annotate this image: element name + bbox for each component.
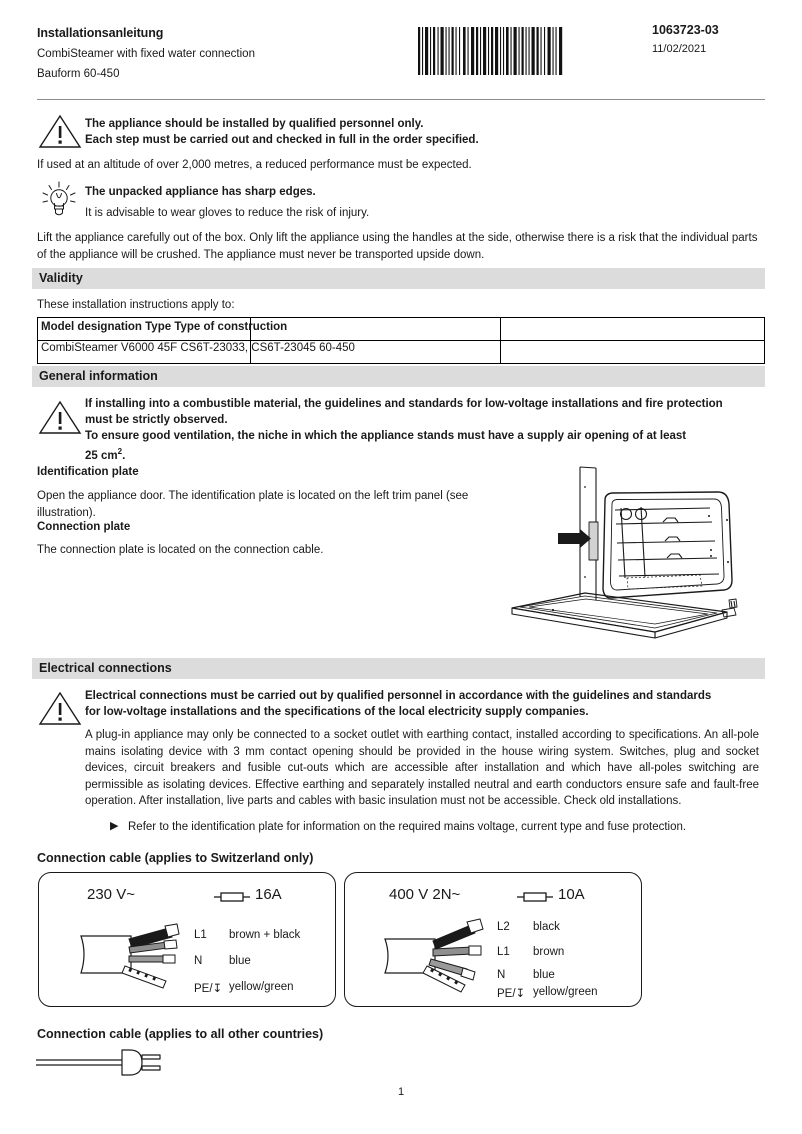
wire-colour-l2: black [533, 921, 560, 933]
wire-code-pe [497, 986, 525, 1000]
mains-plug-illustration [36, 1048, 166, 1080]
tip-text: It is advisable to wear gloves to reduce the risk of injury. [85, 207, 370, 219]
earth-symbol-icon: ↧ [212, 983, 223, 995]
intro-warning-line-2: Each step must be carried out and checked in full in the order specified. [85, 134, 479, 146]
electrical-warning-line-1: Electrical connections must be carried out by qualified personnel in accordance with the guidelines and standards [85, 690, 712, 702]
header-divider [37, 99, 765, 100]
validity-lead-in: These installation instructions apply to: [37, 299, 235, 311]
identification-plate-text: Open the appliance door. The identification plate is located on the left trim panel (see illustration). [37, 490, 469, 519]
altitude-note: If used at an altitude of over 2,000 metres, a reduced performance must be expected. [37, 159, 472, 171]
general-warning-line-2: must be strictly observed. [85, 414, 228, 426]
section-title-electrical-connections: Electrical connections [39, 661, 172, 675]
wire-colour-pe: yellow/green [229, 981, 294, 993]
document-header [0, 0, 802, 96]
warning-triangle-icon [38, 113, 82, 149]
validity-table-header-text: Model designation Type Type of construction [41, 321, 288, 333]
electrical-warning-line-2: for low-voltage installations and the specifications of the local electricity supply companies. [85, 706, 589, 718]
wire-code-pe [194, 981, 222, 995]
section-title-validity: Validity [39, 271, 83, 285]
cable-fuse-switzerland: 16A [255, 886, 282, 903]
table-header-cell-empty [501, 318, 765, 341]
wire-colour-pe: yellow/green [533, 986, 598, 998]
ventilation-area-value: 25 cm [85, 449, 118, 462]
section-header-validity [32, 268, 765, 289]
wire-code-l1: L1 [497, 946, 510, 958]
validity-table-row-text: CombiSteamer V6000 45F CS6T-23033, CS6T-23045 60-450 [41, 342, 355, 354]
wire-colour-n: blue [229, 955, 251, 967]
wire-code-pe-text: PE/ [194, 983, 213, 995]
cable-fuse-other-eu: 10A [558, 886, 585, 903]
fuse-icon [214, 891, 250, 903]
warning-triangle-icon [38, 399, 82, 435]
identification-plate-heading: Identification plate [37, 466, 139, 478]
wire-code-l1: L1 [194, 929, 207, 941]
cable-voltage-switzerland: 230 V~ [87, 886, 135, 903]
bullet-arrow-icon: ▶ [110, 820, 119, 832]
section-title-general-information: General information [39, 369, 158, 383]
connection-plate-heading: Connection plate [37, 521, 131, 533]
cable-strands-illustration [51, 923, 191, 993]
barcode-icon [418, 27, 563, 75]
document-number: 1063723-03 [652, 23, 719, 37]
page-title: Installationsanleitung [37, 26, 164, 40]
cable-box-other-eu [344, 872, 642, 1007]
general-warning-line-3: To ensure good ventilation, the niche in which the appliance stands must have a supply air opening of at least [85, 430, 687, 442]
ventilation-area-unit-exponent: 2 [117, 447, 123, 456]
wire-code-pe-text: PE/ [497, 988, 516, 1000]
cable-strands-illustration [355, 917, 495, 995]
header-subtitle-2: Bauform 60-450 [37, 68, 120, 80]
warning-triangle-icon [38, 690, 82, 726]
cable-voltage-other-eu: 400 V 2N~ [389, 886, 461, 903]
general-warning-line-1: If installing into a combustible material, the guidelines and standards for low-voltage installations and fire protection [85, 398, 723, 410]
electrical-bullet-text: Refer to the identification plate for information on the required mains voltage, current type and fuse protection. [128, 821, 687, 833]
wire-code-n: N [194, 955, 203, 967]
electrical-body-text: A plug-in appliance may only be connected to a socket outlet with earthing contact, installed according to specifications. An all-pole mains isolating device with 3 mm contact opening should be provided in the house wiring system. Switches, plug and socket devices, circuit breakers and fusible cut-outs which are accessible after installation and which have all-poles switching are permissible as isolating devices. Effective earthing and separately installed neutral and earth conductors ensure safe and fault-free operation. After installation, live parts and cables with basic insulation must not be accessible. Check old installations. [85, 729, 759, 807]
section-header-electrical-connections [32, 658, 765, 679]
cable-box-switzerland [38, 872, 336, 1007]
wire-colour-l1: brown [533, 946, 565, 958]
lifting-instructions: Lift the appliance carefully out of the box. Only lift the appliance using the handles at the side, otherwise there is a risk that the individual parts of the appliance will be crushed. The appliance must never be transported upside down. [37, 232, 758, 261]
lightbulb-tip-icon [38, 180, 80, 220]
wire-code-n: N [497, 969, 506, 981]
connection-plate-text: The connection plate is located on the connection cable. [37, 544, 324, 556]
connection-cable-switzerland-heading: Connection cable (applies to Switzerland only) [37, 851, 314, 865]
table-cell-empty [501, 341, 765, 364]
header-subtitle-1: CombiSteamer with fixed water connection [37, 48, 255, 60]
tip-heading: The unpacked appliance has sharp edges. [85, 186, 316, 198]
document-date: 11/02/2021 [652, 43, 707, 55]
table-header-cell-construction [251, 318, 501, 341]
section-header-general-information [32, 366, 765, 387]
wire-colour-l1: brown + black [229, 929, 301, 941]
wire-colour-n: blue [533, 969, 555, 981]
earth-symbol-icon: ↧ [515, 988, 526, 1000]
intro-warning-line-1: The appliance should be installed by qualified personnel only. [85, 118, 424, 130]
appliance-open-door-illustration [495, 450, 770, 650]
page-number: 1 [397, 1086, 405, 1098]
ventilation-area-period: . [122, 449, 126, 462]
fuse-icon [517, 891, 553, 903]
connection-cable-other-countries-heading: Connection cable (applies to all other countries) [37, 1027, 324, 1041]
wire-code-l2: L2 [497, 921, 510, 933]
